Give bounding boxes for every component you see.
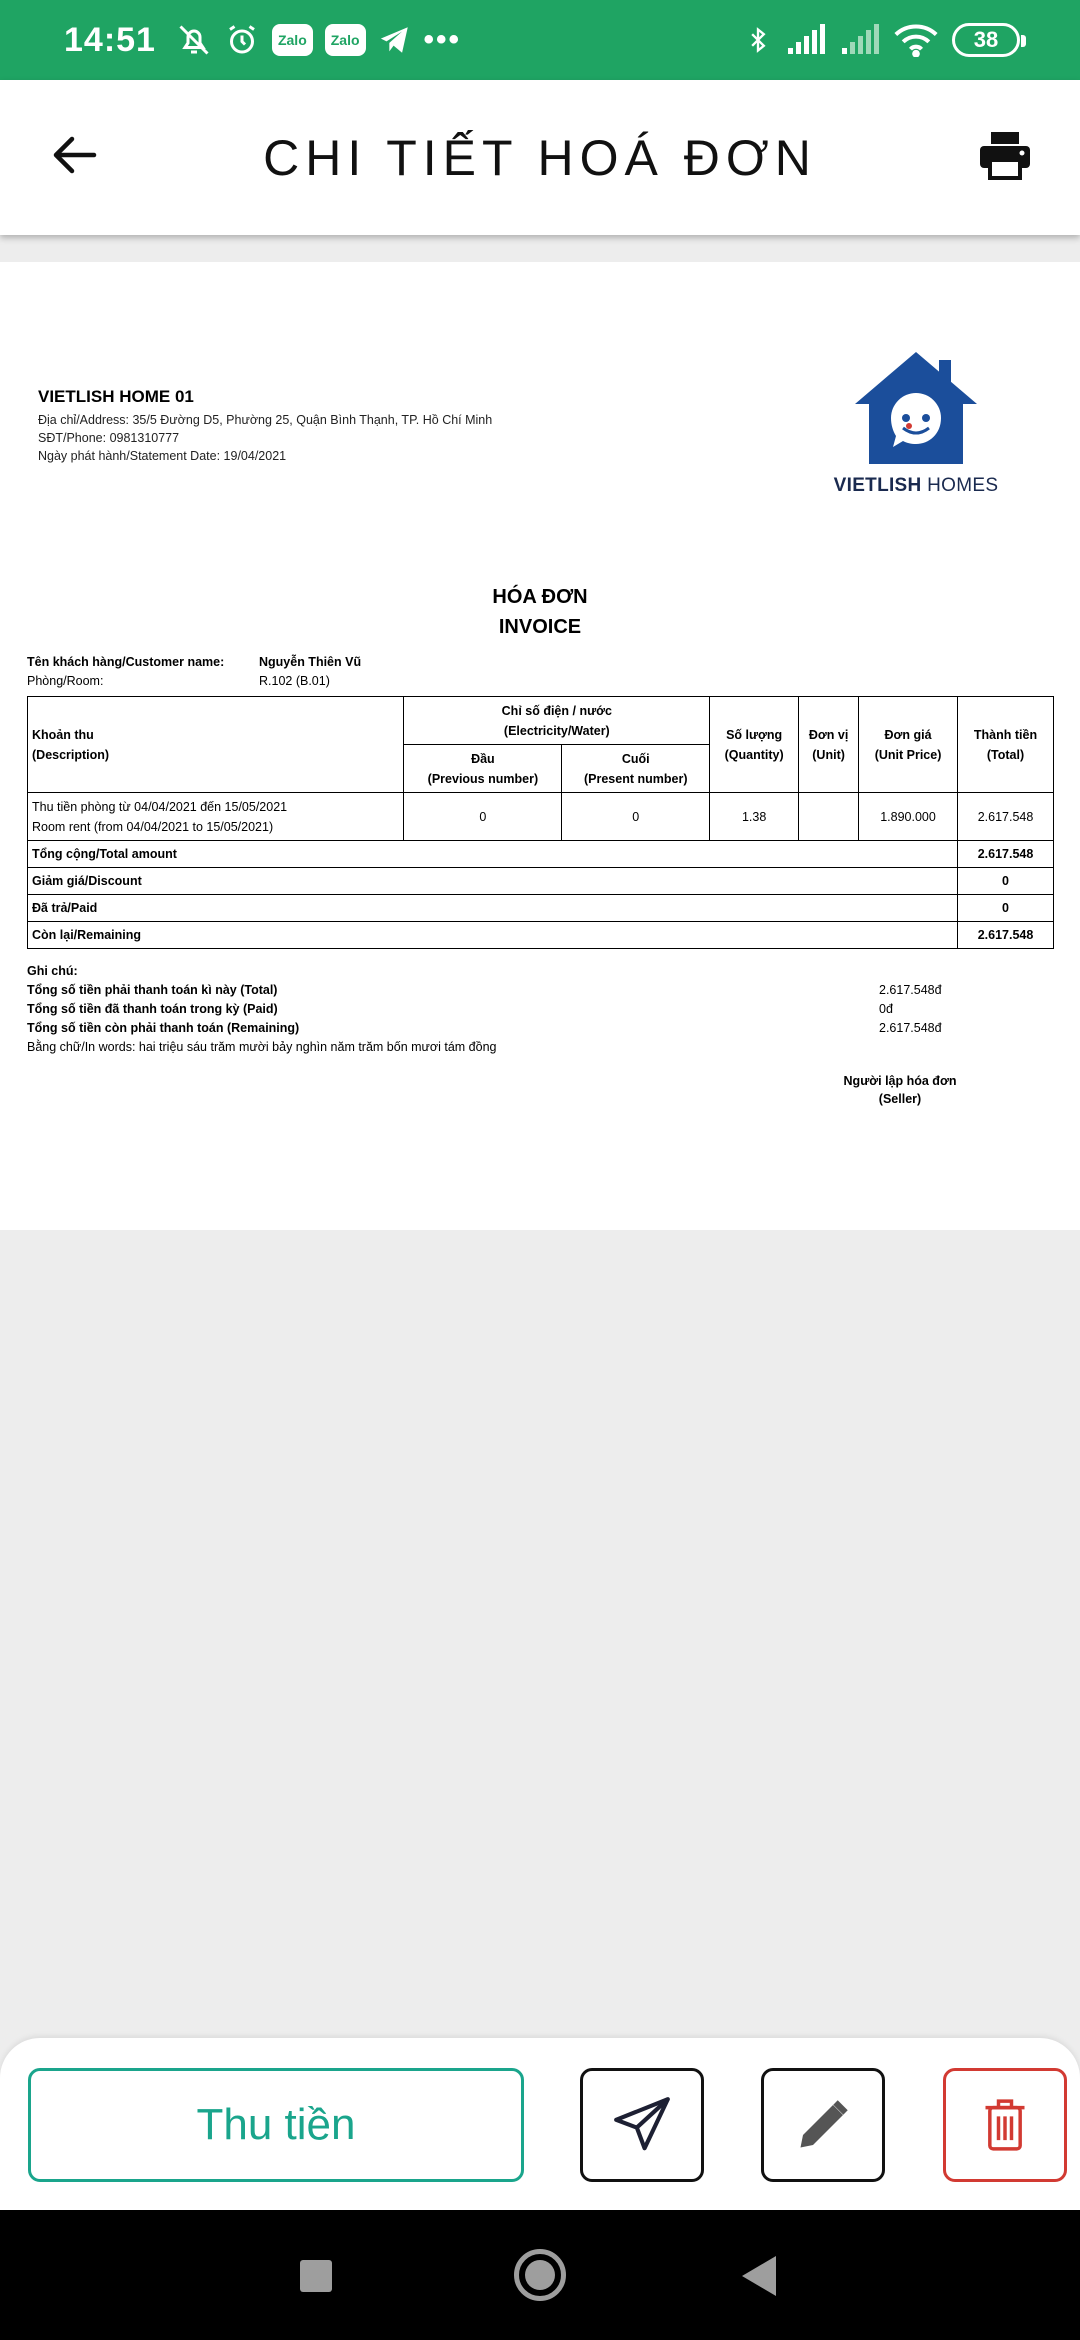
- page-title: CHI TIẾT HOÁ ĐƠN: [263, 129, 817, 186]
- more-dots-icon: •••: [423, 23, 462, 56]
- customer-name-label: Tên khách hàng/Customer name:: [27, 654, 225, 669]
- paper-plane-icon: [611, 2094, 673, 2156]
- logo-wordmark: VIETLISH HOMES: [833, 475, 999, 496]
- printer-icon: [978, 130, 1032, 180]
- summary-value: 2.617.548: [958, 841, 1054, 868]
- invoice-title-en: INVOICE: [498, 616, 582, 638]
- company-address: Địa chỉ/Address: 35/5 Đường D5, Phường 25, Quận Bình Thạnh, TP. Hồ Chí Minh: [38, 413, 493, 427]
- status-time: 14:51: [64, 20, 156, 59]
- header-previous: Đầu (Previous number): [404, 745, 562, 793]
- header-quantity: Số lượng (Quantity): [710, 697, 799, 793]
- company-phone: SĐT/Phone: 0981310777: [38, 431, 180, 445]
- arrow-left-icon: [52, 135, 98, 175]
- pencil-icon: [793, 2095, 853, 2155]
- note-total: Tổng số tiền phải thanh toán kì này (Total) 2.617.548đ: [27, 983, 942, 997]
- summary-label: Đã trả/Paid: [28, 895, 958, 922]
- back-triangle-icon[interactable]: [742, 2256, 776, 2296]
- invoice-title-vi: HÓA ĐƠN: [492, 586, 588, 608]
- trash-icon: [979, 2095, 1031, 2155]
- system-icons: [744, 0, 1020, 80]
- row-total: 2.617.548: [958, 793, 1054, 841]
- seller-signature: Người lập hóa đơn (Seller): [843, 1074, 957, 1106]
- summary-value: 2.617.548: [958, 922, 1054, 949]
- status-bar: [0, 0, 1080, 80]
- room-value: R.102 (B.01): [259, 673, 330, 688]
- header-present: Cuối (Present number): [562, 745, 710, 793]
- back-button[interactable]: [40, 120, 110, 190]
- invoice-title: [0, 582, 1080, 642]
- zalo-icon: Zalo: [272, 24, 313, 56]
- edit-button[interactable]: [761, 2068, 885, 2182]
- header-unit: Đơn vị (Unit): [799, 697, 859, 793]
- customer-name-row: [27, 652, 361, 671]
- room-label: Phòng/Room:: [27, 673, 104, 688]
- notes-heading: Ghi chú:: [27, 964, 78, 978]
- collect-payment-button[interactable]: Thu tiền: [28, 2068, 524, 2182]
- muted-bell-icon: [176, 20, 212, 60]
- row-description: Thu tiền phòng từ 04/04/2021 đến 15/05/2021 Room rent (from 04/04/2021 to 15/05/2021): [28, 793, 404, 841]
- home-circle-icon[interactable]: [514, 2249, 566, 2301]
- summary-label: Còn lại/Remaining: [28, 922, 958, 949]
- note-in-words: Bằng chữ/In words: hai triệu sáu trăm mười bảy nghìn năm trăm bốn mươi tám đồng: [27, 1040, 497, 1054]
- table-row: [28, 793, 1054, 841]
- customer-info: [27, 652, 361, 690]
- company-logo: [826, 348, 1006, 497]
- note-paid: Tổng số tiền đã thanh toán trong kỳ (Paid) 0đ: [27, 1002, 893, 1016]
- app-header: [0, 80, 1080, 235]
- company-name: VIETLISH HOME 01: [38, 387, 194, 406]
- summary-row: [28, 841, 1054, 868]
- summary-row: [28, 868, 1054, 895]
- statement-date: Ngày phát hành/Statement Date: 19/04/2021: [38, 449, 287, 463]
- signal-icon: [840, 20, 880, 60]
- row-present: 0: [562, 793, 710, 841]
- row-unit-price: 1.890.000: [859, 793, 958, 841]
- signal-icon: [786, 20, 826, 60]
- print-button[interactable]: [970, 120, 1040, 190]
- summary-row: [28, 895, 1054, 922]
- note-remaining: Tổng số tiền còn phải thanh toán (Remaining) 2.617.548đ: [27, 1021, 942, 1035]
- invoice-document: [0, 262, 1080, 1230]
- invoice-notes: [27, 962, 1027, 1057]
- send-button[interactable]: [580, 2068, 704, 2182]
- room-row: [27, 671, 361, 690]
- header-description: Khoản thu (Description): [28, 697, 404, 793]
- wifi-icon: [894, 20, 938, 60]
- action-bar: [0, 2038, 1080, 2210]
- bluetooth-icon: [744, 20, 772, 60]
- row-previous: 0: [404, 793, 562, 841]
- summary-label: Tổng cộng/Total amount: [28, 841, 958, 868]
- telegram-icon: [378, 20, 412, 60]
- row-unit: [799, 793, 859, 841]
- recents-square-icon[interactable]: [300, 2260, 332, 2292]
- summary-value: 0: [958, 895, 1054, 922]
- summary-value: 0: [958, 868, 1054, 895]
- alarm-icon: [224, 20, 260, 60]
- zalo-icon: Zalo: [325, 24, 366, 56]
- customer-name-value: Nguyễn Thiên Vũ: [259, 654, 362, 669]
- summary-label: Giảm giá/Discount: [28, 868, 958, 895]
- header-total: Thành tiền (Total): [958, 697, 1054, 793]
- header-unit-price: Đơn giá (Unit Price): [859, 697, 958, 793]
- battery-icon: 38: [952, 23, 1020, 57]
- header-meter: Chỉ số điện / nước (Electricity/Water): [404, 697, 710, 745]
- row-quantity: 1.38: [710, 793, 799, 841]
- notification-icons: [176, 20, 461, 60]
- company-info: [38, 387, 492, 465]
- invoice-table: [27, 696, 1054, 949]
- summary-row: [28, 922, 1054, 949]
- delete-button[interactable]: [943, 2068, 1067, 2182]
- house-logo-icon: [851, 348, 981, 468]
- android-nav-bar: [0, 2210, 1080, 2340]
